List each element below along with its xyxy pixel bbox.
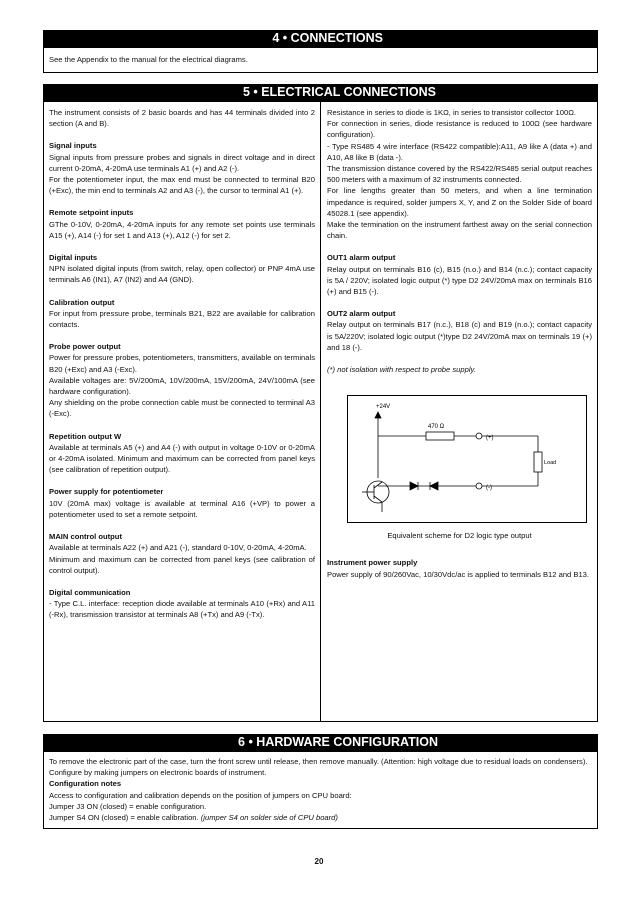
left-heading: Power supply for potentiometer <box>49 487 164 497</box>
section-5-left-column <box>44 102 321 721</box>
page-number: 20 <box>314 857 324 866</box>
left-block <box>49 297 315 331</box>
left-block <box>49 207 315 241</box>
left-block <box>49 140 315 196</box>
left-heading: MAIN control output <box>49 532 122 542</box>
section-5-right-column <box>321 102 597 721</box>
left-body: For input from pressure probe, terminals B21, B22 are available for calibration contacts. <box>49 308 315 330</box>
left-body: Available at terminals A22 (+) and A21 (-), standard 0-10V, 0-20mA, 4-20mA. Minimum and maximum can be corrected from panel keys (see calibration of control output). <box>49 543 315 575</box>
right-block <box>327 252 592 297</box>
left-body: Power for pressure probes, potentiometers, transmitters, available on terminals B20 (+Exc) and A3 (-Exc). Available voltages are: 5V/200mA, 10V/200mA, 15V/200mA, 24V/100mA (see hardware configuration). Any shielding on the probe connection cable must be connected to terminal A3 (-Exc). <box>49 353 315 419</box>
left-block <box>49 107 315 129</box>
left-heading: Remote setpoint inputs <box>49 208 134 218</box>
instrument-power-supply-heading: Instrument power supply <box>327 558 418 568</box>
left-body: NPN isolated digital inputs (from switch, relay, open collector) or PNP 4mA use terminals A6 (IN1), A7 (IN2) and A4 (GND). <box>49 264 315 285</box>
right-body: Relay output on terminals B16 (c), B15 (n.o.) and B14 (n.c.); contact capacity is 5A / 220V; isolated logic output (*) type D2 24V/20mA max on terminals B16 (+) and B15 (-). <box>327 264 592 297</box>
left-block <box>49 486 315 520</box>
section-5-title: 5 • ELECTRICAL CONNECTIONS <box>43 84 598 101</box>
jumper-access-text: Access to configuration and calibration depends on the position of jumpers on CPU board: <box>49 790 352 800</box>
left-body: - Type C.L. interface: reception diode available at terminals A10 (+Rx) and A11 (-Rx), transmission transistor at terminals A8 (+Tx) and A9 (-Tx). <box>49 599 315 620</box>
configuration-notes-heading: Configuration notes <box>49 779 122 789</box>
schematic-caption: Equivalent scheme for D2 logic type output <box>387 531 532 541</box>
section-4-box <box>43 47 598 73</box>
jumper-s4-text: Jumper S4 ON (closed) = enable calibration. <box>49 813 199 823</box>
section-4-text: See the Appendix to the manual for the electrical diagrams. <box>49 55 248 64</box>
left-heading: Probe power output <box>49 342 121 352</box>
section-4-title: 4 • CONNECTIONS <box>43 30 598 47</box>
left-heading: Repetition output W <box>49 431 122 441</box>
section-6-title: 6 • HARDWARE CONFIGURATION <box>43 734 598 751</box>
section-5-box <box>43 101 598 722</box>
right-heading: OUT2 alarm output <box>327 309 396 319</box>
right-block <box>327 107 592 241</box>
jumper-j3-text: Jumper J3 ON (closed) = enable configuration. <box>49 801 207 811</box>
left-heading: Digital communication <box>49 587 131 597</box>
d2-output-schematic <box>347 395 587 523</box>
minus-terminal-label: (-) <box>486 485 492 492</box>
left-body: The instrument consists of 2 basic boards and has 44 terminals divided into 2 section (A and B). <box>49 108 315 129</box>
jumper-s4-note: (jumper S4 on solder side of CPU board) <box>200 813 338 823</box>
left-body: GThe 0-10V, 0-20mA, 4-20mA inputs for any remote set points use terminals A15 (+), A14 (-) for set 1 and A13 (+), A12 (-) for set 2. <box>49 219 315 240</box>
resistor-label: 470 Ω <box>428 424 445 431</box>
right-body: Resistance in series to diode is 1KΩ, in series to transistor collector 100Ω. For connection in series, diode resistance is reduced to 100Ω (see hardware configuration). - Type RS485 4 wire interface (RS422 compatible):A11, A9 like A (data +) and A10, A8 like B (data -). The transmission distance covered by the RS422/RS485 serial output reaches 500 meters with a maximum of 32 instruments connected. For line lengths greater than 50 meters, and when a line termination impedance is required, solder jumpers X, Y, and Z on the Solder Side of board 45028.1 (see appendix). Make the termination on the instrument farthest away on the serial connection chain. <box>327 108 592 241</box>
left-body: Available at terminals A5 (+) and A4 (-) with output in voltage 0-10V or 0-20mA or 4-20mA isolated. Minimum and maximum can be corrected from panel keys (see calibration of repetition output). <box>49 442 315 475</box>
section-6-box <box>43 751 598 829</box>
left-body: 10V (20mA max) voltage is available at terminal A16 (+VP) to power a potentiometer used to set a remote setpoint. <box>49 498 315 519</box>
left-block <box>49 531 315 576</box>
jumper-s4-line <box>49 812 592 823</box>
left-block <box>49 252 315 286</box>
load-label: Load <box>544 460 557 467</box>
left-block <box>49 341 315 419</box>
left-block <box>49 431 315 476</box>
left-heading: Signal inputs <box>49 141 97 151</box>
right-heading: OUT1 alarm output <box>327 253 396 263</box>
left-block <box>49 587 315 621</box>
left-body: Signal inputs from pressure probes and signals in direct voltage and in direct current 0-20mA, 4-20mA use terminals A1 (+) and A2 (-). For the potentiometer input, the max end must be connected to terminal B20 (+Exc), the min end to terminals A2 and A3 (-), the cursor to terminal A1 (+). <box>49 152 315 196</box>
instrument-power-supply-body: Power supply of 90/260Vac, 10/30Vdc/ac is applied to terminals B12 and B13. <box>327 569 590 579</box>
left-heading: Digital inputs <box>49 253 98 263</box>
schematic-drawing <box>348 396 586 522</box>
right-block <box>327 308 592 353</box>
right-body: Relay output on terminals B17 (n.c.), B18 (c) and B19 (n.o.); contact capacity is 5A/220V; isolated logic output (*)type D2 24V/20mA max on terminals 19 (+) and 18 (-). <box>327 320 592 352</box>
left-heading: Calibration output <box>49 297 115 307</box>
plus-terminal-label: (+) <box>486 435 494 442</box>
instrument-power-supply <box>327 557 592 579</box>
isolation-note: (*) not isolation with respect to probe supply. <box>327 365 476 375</box>
supply-label: +24V <box>376 404 391 411</box>
hardware-intro: To remove the electronic part of the case, turn the front screw until release, then remove manually. (Attention: high voltage due to residual loads on condensers). Configure by making jumpers on electronic boards of instrument. <box>49 757 588 778</box>
